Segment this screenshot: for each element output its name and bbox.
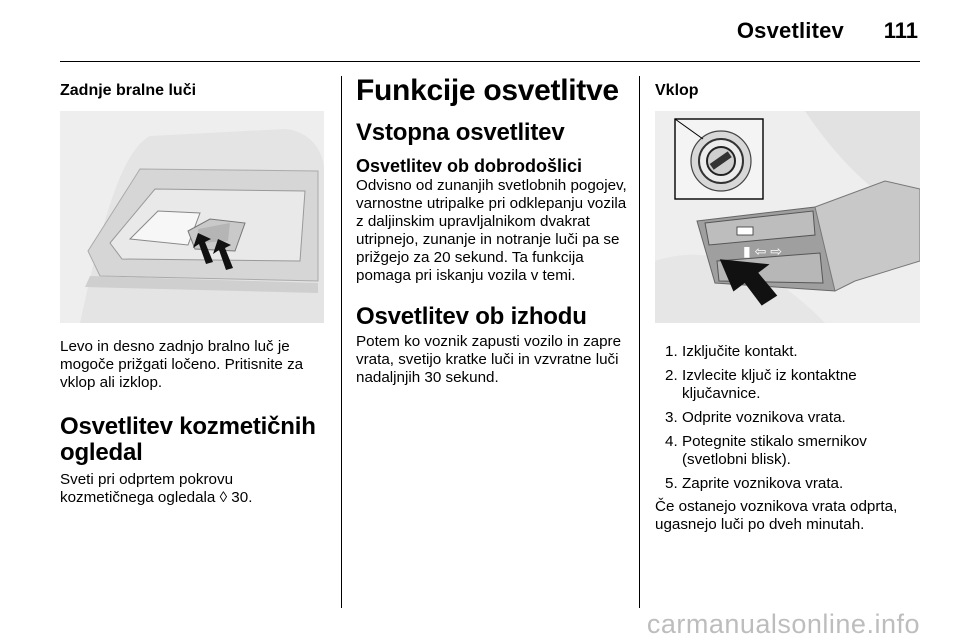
step-text: Izvlecite ključ iz kontaktne ključavnice.: [682, 367, 857, 402]
column-activation: [655, 82, 920, 534]
rear-lights-description: Levo in desno zadnjo bralno luč je mogoče prižgati ločeno. Pritisnite za vklop ali izklop.: [60, 338, 304, 391]
column-rear-reading-lights: [60, 82, 328, 507]
activation-closing-note: Če ostanejo voznikova vrata odprta, ugasnejo luči po dveh minutah.: [655, 498, 898, 533]
ignition-and-stalk-illustration: [655, 111, 920, 323]
heading-entry-lighting: Vstopna osvetlitev: [356, 119, 565, 146]
step-number: 4.: [665, 433, 678, 450]
page-number: 111: [883, 18, 918, 43]
watermark: carmanualsonline.info: [646, 609, 920, 639]
step-text: Zaprite voznikova vrata.: [682, 475, 844, 492]
list-item: [655, 475, 920, 493]
list-item: [655, 409, 920, 427]
step-number: 3.: [665, 409, 678, 426]
page-header: [0, 0, 960, 62]
column-divider-1: [341, 76, 342, 608]
heading-rear-reading-lights: Zadnje bralne luči: [60, 82, 197, 99]
step-number: 1.: [665, 343, 678, 360]
list-item: [655, 433, 920, 469]
heading-activation: Vklop: [655, 82, 699, 99]
list-item: [655, 367, 920, 403]
list-item: [655, 343, 920, 361]
exit-description: Potem ko voznik zapusti vozilo in zapre vrata, svetijo kratke luči in vzvratne luči nadaljnjih 30 sekund.: [356, 332, 622, 386]
column-divider-2: [639, 76, 640, 608]
welcome-description: Odvisno od zunanjih svetlobnih pogojev, varnostne utripalke pri odklepanju vozila z daljinskim upravljalnikom dvakrat utripnejo, zunanje in notranje luči pa se prižgejo za 20 sekund. Ta funkcija pomaga pri iskanju vozila v temi.: [356, 176, 627, 284]
section-title: Osvetlitev: [736, 18, 844, 43]
svg-text:▮ ⇦ ⇨: ▮ ⇦ ⇨: [743, 243, 782, 259]
heading-vanity-mirror-lights: Osvetlitev kozmetičnih ogledal: [60, 413, 316, 466]
step-text: Potegnite stikalo smernikov (svetlobni blisk).: [682, 433, 867, 468]
header-divider: [60, 61, 920, 62]
vanity-description: Sveti pri odprtem pokrovu kozmetičnega ogledala ◊ 30.: [60, 470, 253, 506]
step-text: Odprite voznikova vrata.: [682, 409, 846, 426]
heading-exit-lighting: Osvetlitev ob izhodu: [356, 302, 587, 330]
heading-welcome-lighting: Osvetlitev ob dobrodošlici: [356, 155, 583, 176]
step-number: 5.: [665, 475, 678, 492]
column-lighting-functions: [356, 76, 628, 387]
step-text: Izključite kontakt.: [682, 343, 798, 360]
rear-reading-light-illustration: [60, 111, 324, 323]
activation-steps-list: [655, 343, 920, 493]
heading-lighting-functions: Funkcije osvetlitve: [356, 74, 619, 107]
step-number: 2.: [665, 367, 678, 384]
ignition-lock-inset: [675, 119, 763, 199]
